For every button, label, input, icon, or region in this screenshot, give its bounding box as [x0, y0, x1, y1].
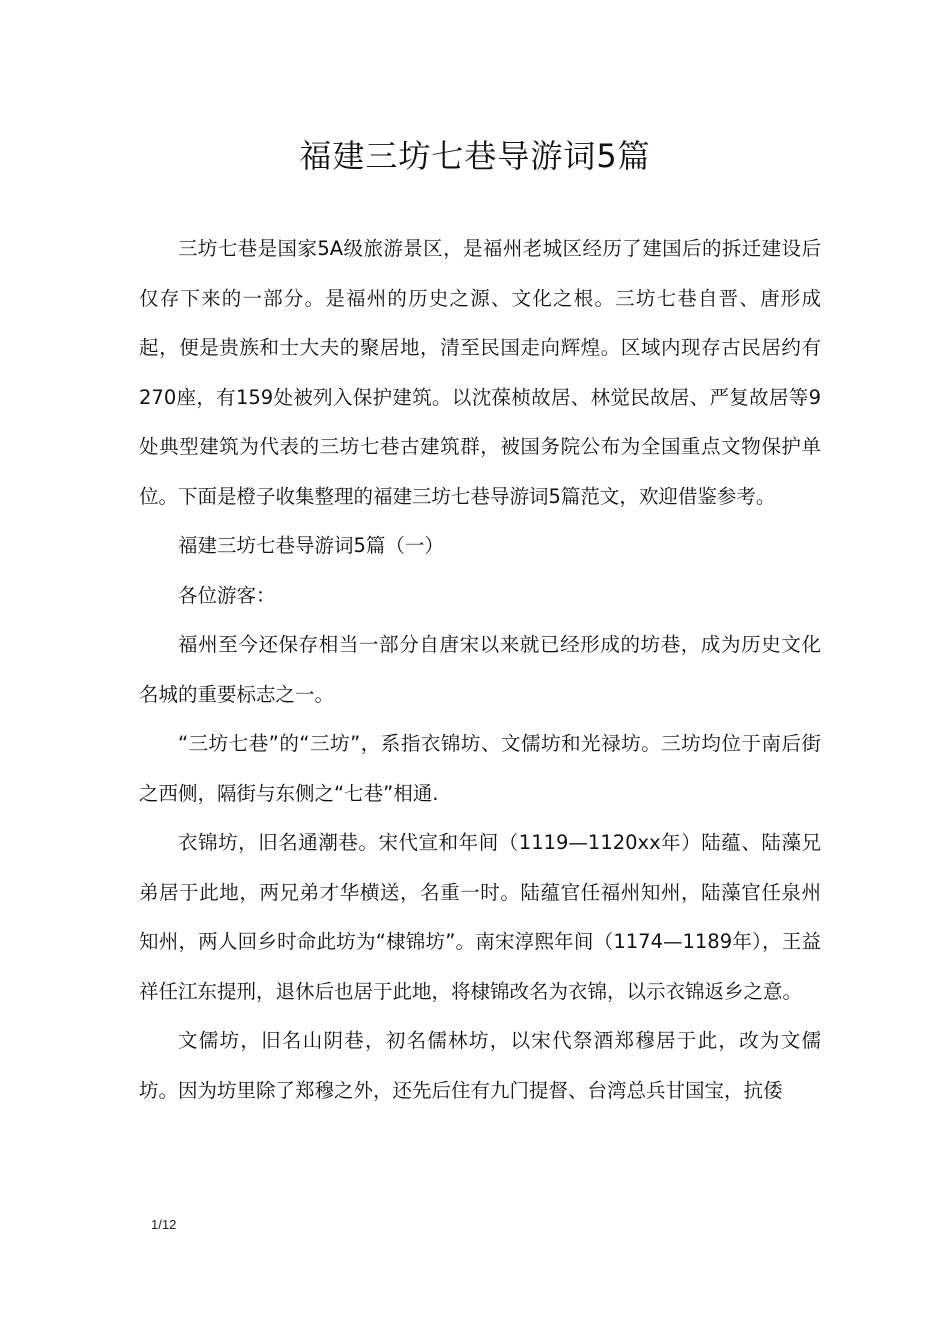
section-heading: 福建三坊七巷导游词5篇（一） [178, 534, 444, 557]
page-number: 1/12 [151, 1217, 177, 1232]
document-body [139, 224, 821, 1115]
document-title: 福建三坊七巷导游词5篇 [299, 137, 651, 175]
body-paragraph: 文儒坊，旧名山阴巷，初名儒林坊，以宋代祭酒郑穆居于此，改为文儒坊。因为坊里除了郑穆之外，还先后住有九门提督、台湾总兵甘国宝，抗倭 [139, 1029, 821, 1102]
body-paragraph: “三坊七巷”的“三坊”，系指衣锦坊、文儒坊和光禄坊。三坊均位于南后街之西侧，隔街与东侧之“七巷”相通. [139, 732, 821, 805]
body-paragraph: 福州至今还保存相当一部分自唐宋以来就已经形成的坊巷，成为历史文化名城的重要标志之一。 [139, 633, 821, 706]
body-paragraph: 衣锦坊，旧名通潮巷。宋代宣和年间（1119—1120xx年）陆蕴、陆藻兄弟居于此地，两兄弟才华横送，名重一时。陆蕴官任福州知州，陆藻官任泉州知州，两人回乡时命此坊为“棣锦坊”。南宋淳熙年间（1174—1189年），王益祥任江东提刑，退休后也居于此地，将棣锦改名为衣锦，以示衣锦返乡之意。 [139, 831, 821, 1003]
intro-paragraph: 三坊七巷是国家5A级旅游景区，是福州老城区经历了建国后的拆迁建设后仅存下来的一部分。是福州的历史之源、文化之根。三坊七巷自晋、唐形成起，便是贵族和士大夫的聚居地，清至民国走向辉煌。区域内现存古民居约有270座，有159处被列入保护建筑。以沈葆桢故居、林觉民故居、严复故居等9处典型建筑为代表的三坊七巷古建筑群，被国务院公布为全国重点文物保护单位。下面是橙子收集整理的福建三坊七巷导游词5篇范文，欢迎借鉴参考。 [139, 237, 821, 508]
greeting-paragraph: 各位游客： [178, 583, 276, 607]
